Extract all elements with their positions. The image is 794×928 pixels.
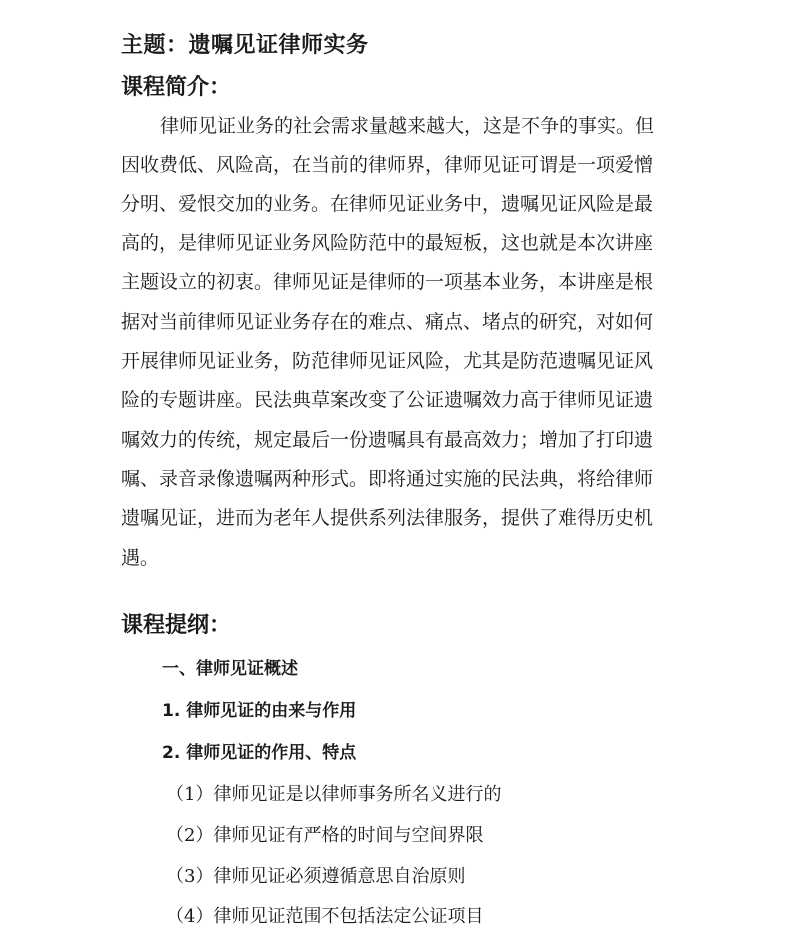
intro-heading: 课程简介： bbox=[121, 75, 232, 100]
outline-heading: 课程提纲： bbox=[121, 613, 232, 638]
outline-item-2: 2. 律师见证的作用、特点 bbox=[162, 743, 357, 763]
outline-section-1: 一、律师见证概述 bbox=[162, 659, 298, 679]
outline-sub-item: （4）律师见证范围不包括法定公证项目 bbox=[166, 906, 484, 927]
intro-line: 遇。 bbox=[121, 547, 160, 569]
intro-line: 开展律师见证业务，防范律师见证风险，尤其是防范遗嘱见证风 bbox=[121, 350, 654, 372]
intro-line: 主题设立的初衷。律师见证是律师的一项基本业务，本讲座是根 bbox=[121, 271, 654, 293]
intro-line: 律师见证业务的社会需求量越来越大，这是不争的事实。但 bbox=[160, 115, 655, 137]
intro-line: 据对当前律师见证业务存在的难点、痛点、堵点的研究，对如何 bbox=[121, 311, 654, 333]
intro-line: 遗嘱见证，进而为老年人提供系列法律服务，提供了难得历史机 bbox=[121, 507, 654, 529]
outline-sub-item: （3）律师见证必须遵循意思自治原则 bbox=[166, 866, 466, 887]
outline-sub-item: （2）律师见证有严格的时间与空间界限 bbox=[166, 825, 484, 846]
intro-line: 险的专题讲座。民法典草案改变了公证遗嘱效力高于律师见证遗 bbox=[121, 389, 654, 411]
intro-line: 因收费低、风险高，在当前的律师界，律师见证可谓是一项爱憎 bbox=[121, 154, 654, 176]
page-title: 主题：遗嘱见证律师实务 bbox=[121, 33, 369, 58]
intro-line: 嘱、录音录像遗嘱两种形式。即将通过实施的民法典，将给律师 bbox=[121, 468, 654, 490]
intro-line: 嘱效力的传统，规定最后一份遗嘱具有最高效力；增加了打印遗 bbox=[121, 429, 654, 451]
outline-sub-item: （1）律师见证是以律师事务所名义进行的 bbox=[166, 784, 502, 805]
outline-item-1: 1. 律师见证的由来与作用 bbox=[162, 701, 357, 721]
intro-line: 分明、爱恨交加的业务。在律师见证业务中，遗嘱见证风险是最 bbox=[121, 193, 654, 215]
intro-line: 高的，是律师见证业务风险防范中的最短板，这也就是本次讲座 bbox=[121, 232, 654, 254]
